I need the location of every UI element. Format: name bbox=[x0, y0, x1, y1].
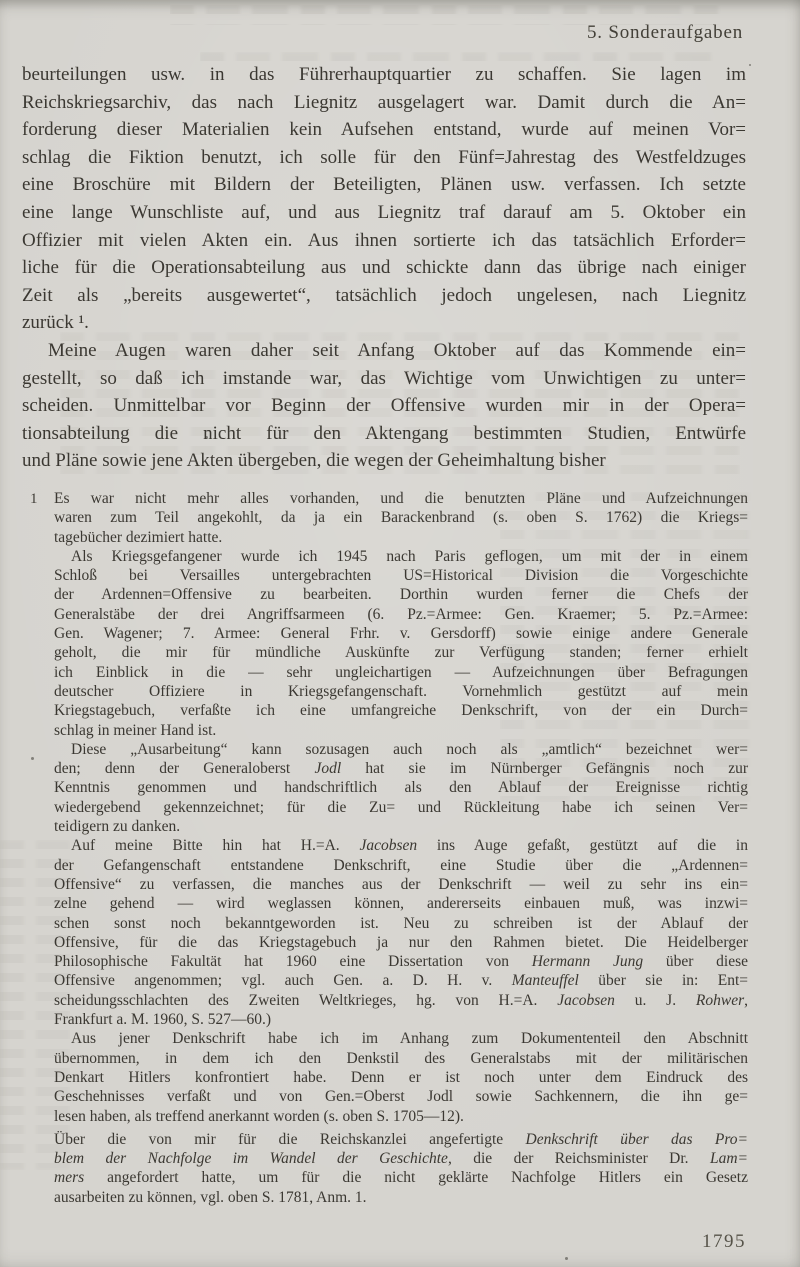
text-line: wiedergebend gekennzeichnet; für die Zu= und Rückleitung habe ich seinen Ver= bbox=[54, 798, 748, 816]
text-line: blem der Nachfolge im Wandel der Geschichte, die der Reichsminister Dr. Lam= bbox=[54, 1150, 748, 1168]
paragraph bbox=[54, 547, 748, 740]
text-line: Auf meine Bitte hin hat H.=A. Jacobsen ins Auge gefaßt, gestützt auf die in bbox=[71, 837, 748, 855]
text-line: Frankfurt a. M. 1960, S. 527—60.) bbox=[54, 1011, 271, 1029]
text-line: eine lange Wunschliste auf, und aus Liegnitz traf darauf am 5. Oktober ein bbox=[22, 201, 746, 223]
text-line: Generalstäbe der drei Angriffsarmeen (6. Pz.=Armee: Gen. Kraemer; 5. Pz.=Armee: bbox=[54, 605, 748, 623]
text-line: scheidungsschlachten des Zweiten Weltkrieges, hg. von H.=A. Jacobsen u. J. Rohwer, bbox=[54, 991, 748, 1009]
page-number: 1795 bbox=[702, 1231, 746, 1252]
scan-speck bbox=[565, 1257, 568, 1260]
text-line: beurteilungen usw. in das Führerhauptquartier zu schaffen. Sie lagen im bbox=[22, 64, 746, 85]
text-line: Zeit als „bereits ausgewertet“, tatsächlich jedoch ungelesen, nach Liegnitz bbox=[22, 284, 746, 306]
text-line: und Pläne sowie jene Akten übergeben, die wegen der Geheimhaltung bisher bbox=[22, 450, 606, 472]
text-line: Kriegstagebuch, verfaßte ich eine umfangreiche Denkschrift, von der ein Durch= bbox=[54, 702, 748, 720]
text-line: teidigern zu danken. bbox=[54, 818, 181, 836]
text-line: Denkart Hitlers konfrontiert habe. Denn er ist noch unter dem Eindruck des bbox=[54, 1068, 748, 1086]
text-line: eine Broschüre mit Bildern der Beteiligten, Plänen usw. verfassen. Ich setzte bbox=[22, 174, 746, 196]
text-line: Philosophische Fakultät hat 1960 eine Dissertation von Hermann Jung über diese bbox=[54, 953, 748, 971]
text-line: Gen. Wagener; 7. Armee: General Frhr. v. Gersdorff) sowie einige andere Generale bbox=[54, 625, 748, 643]
footnote-marker: 1 bbox=[30, 491, 38, 507]
text-line: deutscher Offiziere in Kriegsgefangenschaft. Vornehmlich gestützt auf mein bbox=[54, 682, 748, 700]
paragraph bbox=[54, 740, 748, 836]
paragraph bbox=[22, 61, 746, 337]
text-line: Offensive, für die das Kriegstagebuch ja nur den Rahmen bietet. Die Heidelberger bbox=[54, 933, 748, 951]
running-header: 5. Sonderaufgaben bbox=[586, 22, 743, 43]
text-line: Reichskriegsarchiv, das nach Liegnitz ausgelagert war. Damit durch die An= bbox=[22, 91, 746, 113]
scan-speck bbox=[31, 757, 34, 760]
text-line: Offensive“ zu verfassen, die manches aus der Denkschrift — weil zu sehr ins ein= bbox=[54, 875, 748, 893]
text-line: liche für die Operationsabteilung aus und schickte dann das übrige nach einiger bbox=[22, 257, 746, 279]
text-line: tionsabteilung die nicht für den Aktengang bestimmten Studien, Entwürfe bbox=[22, 422, 746, 444]
main-text bbox=[22, 61, 746, 475]
text-line: Offizier mit vielen Akten ein. Aus ihnen sortierte ich das tatsächlich Erforder= bbox=[22, 229, 746, 251]
text-line: Offensive angenommen; vgl. auch Gen. a. D. H. v. Manteuffel über sie in: Ent= bbox=[54, 972, 748, 990]
text-line: übernommen, in dem ich den Denkstil des Generalstabs mit der militärischen bbox=[54, 1049, 748, 1067]
paragraph bbox=[54, 836, 748, 1029]
text-line: lesen haben, als treffend anerkannt worden (s. oben S. 1705—12). bbox=[54, 1107, 464, 1125]
text-line: schlag die Fiktion benutzt, ich solle für den Fünf=Jahrestag des Westfeldzuges bbox=[22, 146, 746, 168]
text-line: schen sonst noch bekanntgeworden ist. Neu zu schreiben ist der Ablauf der bbox=[54, 914, 748, 932]
footnote-text bbox=[54, 489, 748, 1207]
text-line: zelne gehend — wird weglassen können, andererseits einbauen muß, was inzwi= bbox=[54, 895, 748, 913]
text-line: geholt, die mir für mündliche Auskünfte zur Verfügung standen; ferner erhielt bbox=[54, 644, 748, 662]
text-line: schlag in meiner Hand ist. bbox=[54, 721, 217, 739]
text-line: Schloß bei Versailles untergebrachten US=Historical Division die Vorgeschichte bbox=[54, 567, 748, 585]
paragraph bbox=[22, 337, 746, 475]
text-line: mers angefordert hatte, um für die nicht geklärte Nachfolge Hitlers ein Gesetz bbox=[54, 1169, 748, 1187]
text-line: tagebücher dezimiert hatte. bbox=[54, 528, 223, 546]
text-line: zurück ¹. bbox=[22, 312, 89, 334]
text-line: forderung dieser Materialien kein Aufsehen entstand, wurde auf meinen Vor= bbox=[22, 119, 746, 141]
paragraph bbox=[54, 489, 748, 547]
text-line: scheiden. Unmittelbar vor Beginn der Offensive wurden mir in der Opera= bbox=[22, 395, 746, 417]
text-line: waren zum Teil angekohlt, da ja ein Barackenbrand (s. oben S. 1762) die Kriegs= bbox=[54, 509, 748, 527]
text-line: der Ardennen=Offensive zu bearbeiten. Dorthin wurden ferner die Chefs der bbox=[54, 586, 748, 604]
text-line: Geschehnisses verfaßt und von Gen.=Oberst Jodl sowie Sachkennern, die ihn ge= bbox=[54, 1088, 748, 1106]
text-line: gestellt, so daß ich imstande war, das Wichtige vom Unwichtigen zu unter= bbox=[22, 367, 746, 389]
text-line: ich Einblick in die — sehr ungleichartigen — Aufzeichnungen über Befragungen bbox=[54, 663, 748, 681]
text-line: ausarbeiten zu können, vgl. oben S. 1781, Anm. 1. bbox=[54, 1188, 367, 1206]
text-line: Meine Augen waren daher seit Anfang Oktober auf das Kommende ein= bbox=[48, 339, 746, 361]
paragraph bbox=[54, 1130, 748, 1207]
text-line: Es war nicht mehr alles vorhanden, und die benutzten Pläne und Aufzeichnungen bbox=[54, 490, 748, 507]
paragraph bbox=[54, 1029, 748, 1125]
text-line: der Gefangenschaft entstandene Denkschrift, eine Studie über die „Ardennen= bbox=[54, 856, 748, 874]
scan-speck bbox=[749, 64, 751, 66]
text-line: Aus jener Denkschrift habe ich im Anhang zum Dokumententeil den Abschnitt bbox=[71, 1030, 748, 1048]
text-line: Diese „Ausarbeitung“ kann sozusagen auch noch als „amtlich“ bezeichnet wer= bbox=[71, 740, 748, 758]
text-line: Als Kriegsgefangener wurde ich 1945 nach Paris geflogen, um mit der in einem bbox=[71, 547, 748, 565]
text-line: Kenntnis genommen und handschriftlich als den Ablauf der Ereignisse richtig bbox=[54, 779, 748, 797]
text-line: den; denn der Generaloberst Jodl hat sie im Nürnberger Gefängnis noch zur bbox=[54, 760, 748, 778]
text-line: Über die von mir für die Reichskanzlei angefertigte Denkschrift über das Pro= bbox=[54, 1130, 748, 1148]
